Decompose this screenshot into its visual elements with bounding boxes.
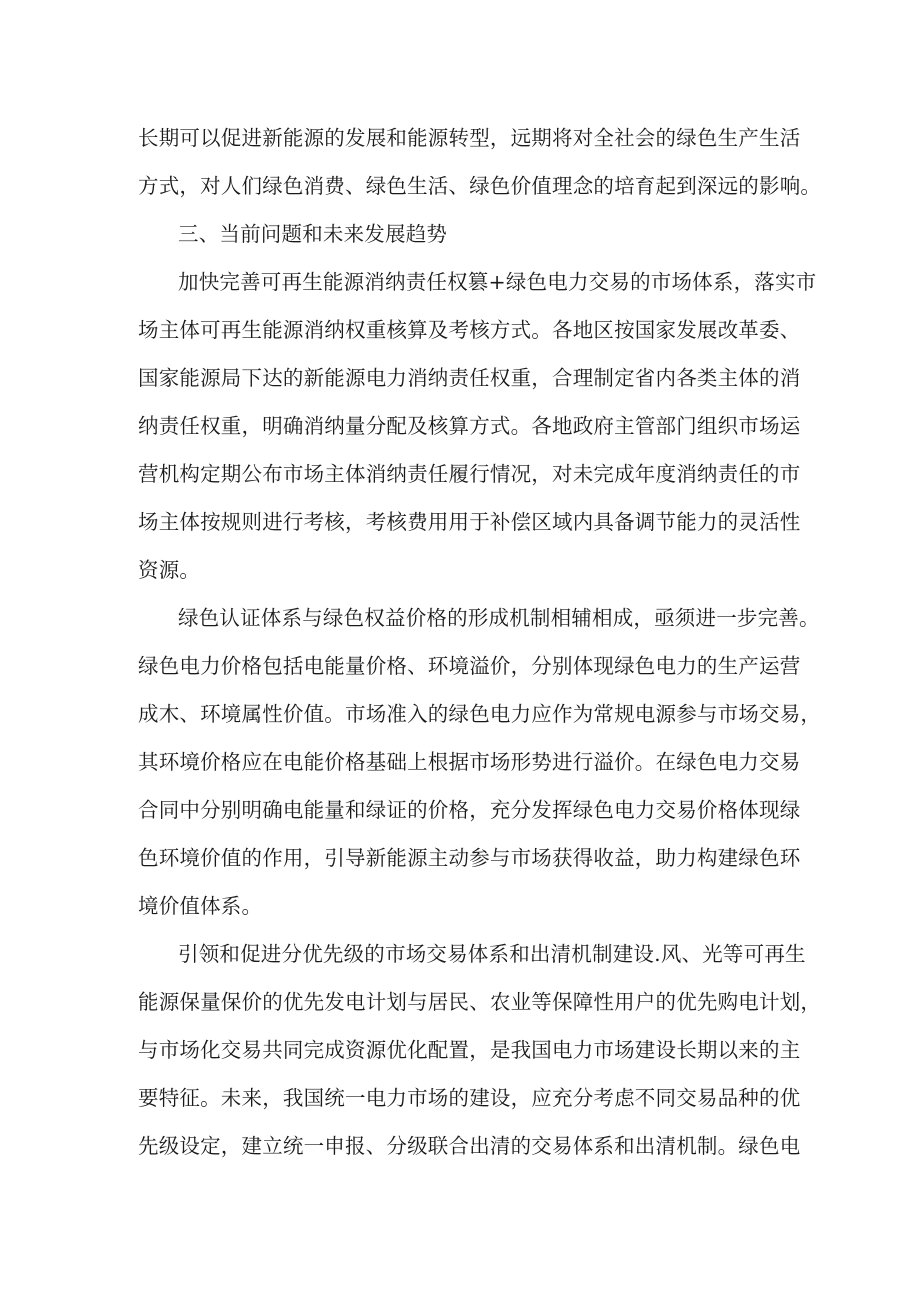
text-line: 成木、环境属性价值。市场准入的绿色电力应作为常规电源参与市场交易， bbox=[138, 702, 822, 726]
text-line: 绿色电力价格包括电能量价格、环境溢价，分别体现绿色电力的生产运营 bbox=[138, 654, 801, 678]
text-line: 加快完善可再生能源消纳责任权篡+绿色电力交易的市场体系，落实市 bbox=[178, 270, 817, 294]
text-line: 合同中分别明确电能量和绿证的价格，充分发挥绿色电力交易价格体现绿 bbox=[138, 798, 801, 822]
text-line: 其环境价格应在电能价格基础上根据市场形势进行溢价。在绿色电力交易 bbox=[138, 750, 801, 774]
text-line: 境价值体系。 bbox=[138, 894, 263, 918]
section-heading: 三、当前问题和未来发展趋势 bbox=[178, 222, 448, 246]
text-line: 场主体按规则进行考核，考核费用用于补偿区域内具备调节能力的灵活性 bbox=[138, 510, 801, 534]
text-line: 绿色认证体系与绿色权益价格的形成机制相辅相成，亟须进一步完善。 bbox=[178, 606, 820, 630]
text-line: 场主体可再生能源消纳权重核算及考核方式。各地区按国家发展改革委、 bbox=[138, 318, 801, 342]
text-line: 纳责任权重，明确消纳量分配及核算方式。各地政府主管部门组织市场运 bbox=[138, 414, 801, 438]
text-line: 与市场化交易共同完成资源优化配置，是我国电力市场建设长期以来的主 bbox=[138, 1038, 801, 1062]
text-line: 方式，对人们绿色消费、绿色生活、绿色价值理念的培育起到深远的影响。 bbox=[138, 174, 822, 198]
text-line: 国家能源局下达的新能源电力消纳责任权重，合理制定省内各类主体的消 bbox=[138, 366, 801, 390]
text-line: 色环境价值的作用，引导新能源主动参与市场获得收益，助力构建绿色环 bbox=[138, 846, 801, 870]
text-line: 能源保量保价的优先发电计划与居民、农业等保障性用户的优先购电计划， bbox=[138, 990, 822, 1014]
text-line: 长期可以促进新能源的发展和能源转型，远期将对全社会的绿色生产生活 bbox=[138, 126, 801, 150]
text-line: 引领和促进分优先级的市场交易体系和出清机制建设.风、光等可再生 bbox=[178, 942, 806, 966]
text-line: 资源。 bbox=[138, 558, 201, 582]
text-line: 要特征。未来，我国统一电力市场的建设，应充分考虑不同交易品种的优 bbox=[138, 1086, 801, 1110]
text-line: 先级设定，建立统一申报、分级联合出清的交易体系和出清机制。绿色电 bbox=[138, 1134, 801, 1158]
text-line: 营机构定期公布市场主体消纳责任履行情况，对未完成年度消纳责任的市 bbox=[138, 462, 801, 486]
